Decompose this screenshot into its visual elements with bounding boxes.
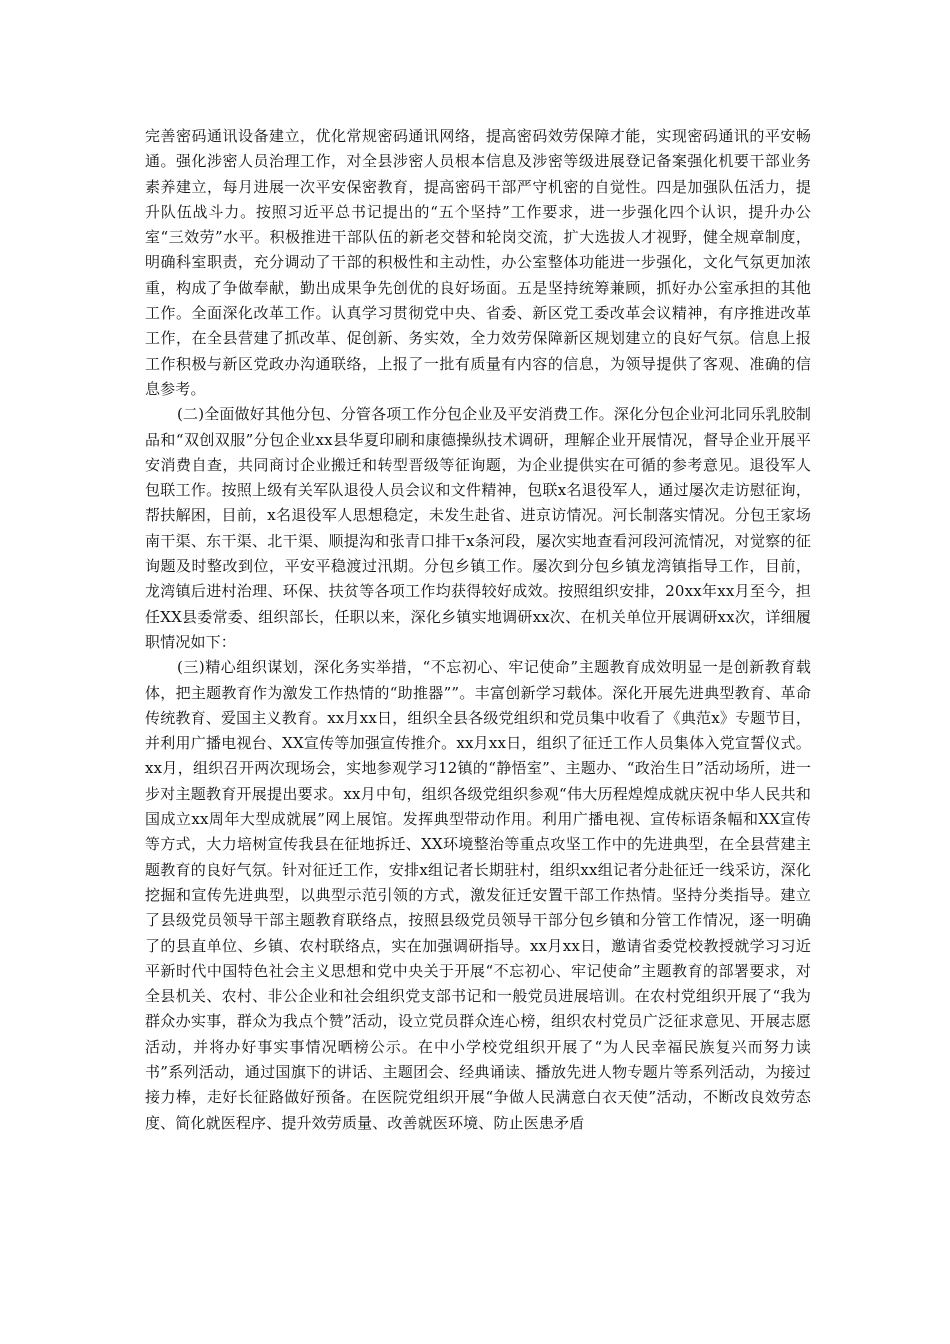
body-paragraph-3: (三)精心组织谋划，深化务实举措，“不忘初心、牢记使命”主题教育成效明显一是创新教育载体，把主题教育作为激发工作热情的“助推器””。丰富创新学习载体。深化开展先进典型教育、革命传统教育、爱国主义教育。xx月xx日，组织全县各级党组织和党员集中收看了《典范x》专题节目，并利用广播电视台、XX宣传等加强宣传推介。xx月xx日，组织了征迁工作人员集体入党宣誓仪式。xx月，组织召开两次现场会，实地参观学习12镇的“静悟室”、主题办、“政治生日”活动场所，进一步对主题教育开展提出要求。xx月中旬，组织各级党组织参观“伟大历程煌煌成就庆祝中华人民共和国成立xx周年大型成就展”网上展馆。发挥典型带动作用。利用广播电视、宣传标语条幅和XX宣传等方式，大力培树宣传我县在征地拆迁、XX环境整治等重点攻坚工作中的先进典型，在全县营建主题教育的良好气氛。针对征迁工作，安排x组记者长期驻村，组织xx组记者分赴征迁一线采访，深化挖掘和宣传先进典型，以典型示范引领的方式，激发征迁安置干部工作热情。坚持分类指导。建立了县级党员领导干部主题教育联络点，按照县级党员领导干部分包乡镇和分管工作情况，逐一明确了的县直单位、乡镇、农村联络点，实在加强调研指导。xx月xx日，邀请省委党校教授就学习习近平新时代中国特色社会主义思想和党中央关于开展“不忘初心、牢记使命”主题教育的部署要求，对全县机关、农村、非公企业和社会组织党支部书记和一般党员进展培训。在农村党组织开展了“我为群众办实事，群众为我点个赞”活动，设立党员群众连心榜，组织农村党员广泛征求意见、开展志愿活动，并将办好事实事情况晒榜公示。在中小学校党组织开展了“为人民幸福民族复兴而努力读书”系列活动，通过国旗下的讲话、主题团会、经典诵读、播放先进人物专题片等系列活动，为接过接力棒，走好长征路做好预备。在医院党组织开展“争做人民满意白衣天使”活动，不断改良效劳态度、简化就医程序、提升效劳质量、改善就医环境、防止医患矛盾 — [145, 658, 811, 1132]
document-page — [145, 124, 811, 1136]
body-paragraph-1: 完善密码通讯设备建立，优化常规密码通讯网络，提高密码效劳保障才能，实现密码通讯的平安畅通。强化涉密人员治理工作，对全县涉密人员根本信息及涉密等级进展登记备案强化机要干部业务素养建立，每月进展一次平安保密教育，提高密码干部严守机密的自觉性。四是加强队伍活力，提升队伍战斗力。按照习近平总书记提出的“五个坚持”工作要求，进一步强化四个认识，提升办公室“三效劳”水平。积极推进干部队伍的新老交替和轮岗交流，扩大选拔人才视野，健全规章制度，明确科室职责，充分调动了干部的积极性和主动性，办公室整体功能进一步强化，文化气氛更加浓重，构成了争做奉献，勤出成果争先创优的良好场面。五是坚持统筹兼顾，抓好办公室承担的其他工作。全面深化改革工作。认真学习贯彻党中央、省委、新区党工委改革会议精神，有序推进改革工作，在全县营建了抓改革、促创新、务实效，全力效劳保障新区规划建立的良好气氛。信息上报工作积极与新区党政办沟通联络，上报了一批有质量有内容的信息，为领导提供了客观、准确的信息参考。 — [145, 127, 811, 398]
body-paragraph-2: (二)全面做好其他分包、分管各项工作分包企业及平安消费工作。深化分包企业河北同乐乳胶制品和“双创双服”分包企业xx县华夏印刷和康德操纵技术调研，理解企业开展情况，督导企业开展平安消费自查，共同商讨企业搬迁和转型晋级等征询题，为企业提供实在可循的参考意见。退役军人包联工作。按照上级有关军队退役人员会议和文件精神，包联x名退役军人，通过屡次走访慰征询，帮扶解困，目前，x名退役军人思想稳定，未发生赴省、进京访情况。河长制落实情况。分包王家场南干渠、东干渠、北干渠、顺提沟和张青口排干x条河段，屡次实地查看河段河流情况，对觉察的征询题及时整改到位，平安平稳渡过汛期。分包乡镇工作。屡次到分包乡镇龙湾镇指导工作，目前，龙湾镇后进村治理、环保、扶贫等各项工作均获得较好成效。按照组织安排，20xx年xx月至今，担任XX县委常委、组织部长，任职以来，深化乡镇实地调研xx次、在机关单位开展调研xx次，详细履职情况如下： — [145, 405, 811, 651]
